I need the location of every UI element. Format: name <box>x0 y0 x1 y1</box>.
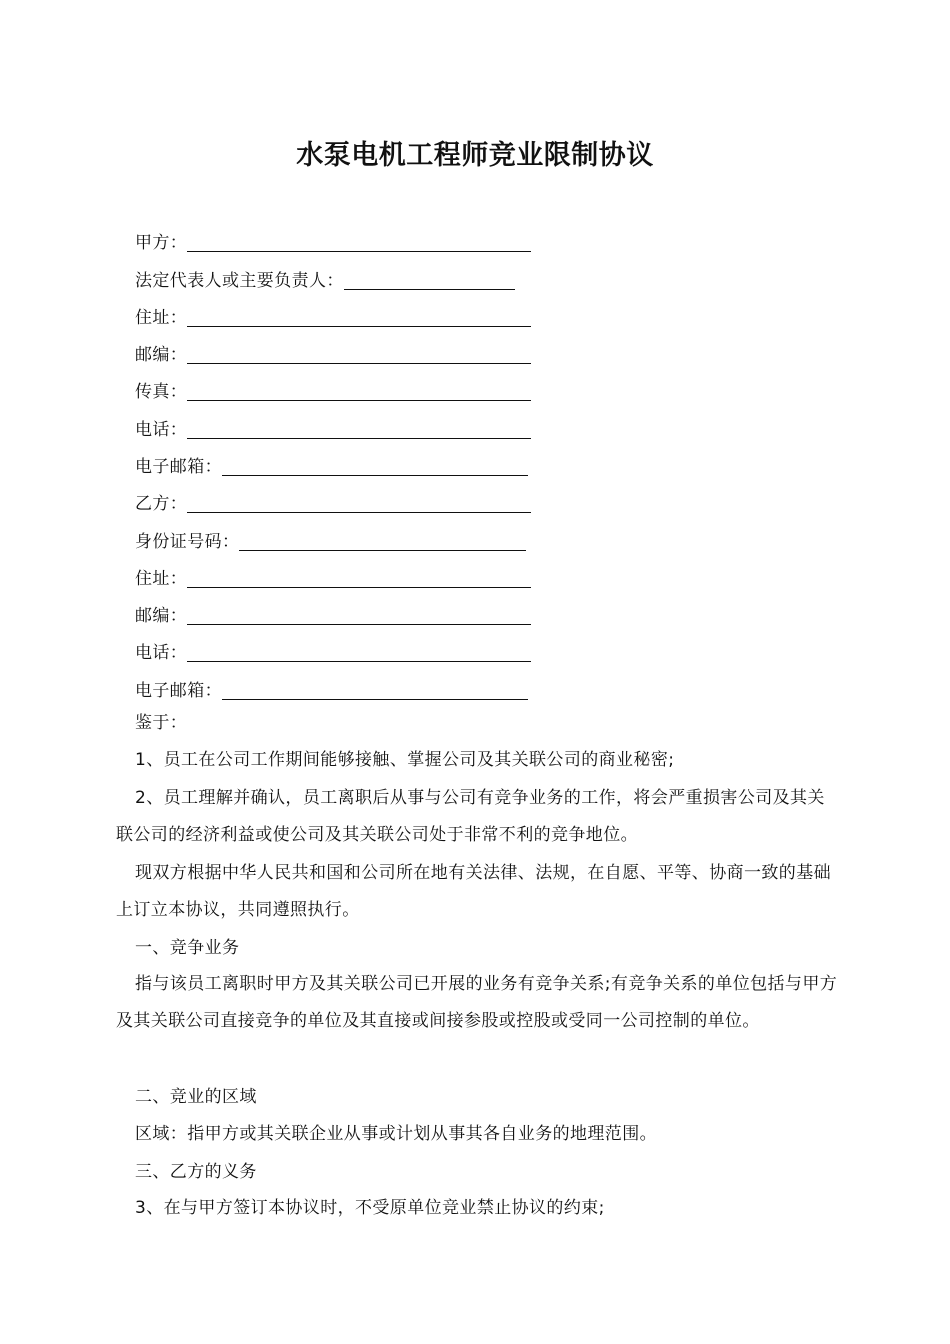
party-b-field <box>135 487 531 515</box>
fill-in-line <box>187 400 531 401</box>
fill-in-line <box>344 289 515 290</box>
field-label: 邮编： <box>135 345 188 365</box>
section-1-body: 指与该员工离职时甲方及其关联公司已开展的业务有竞争关系;有竞争关系的单位包括与甲方及其关联公司直接竞争的单位及其直接或间接参股或控股或受同一公司控制的单位。 <box>116 974 838 1031</box>
section-3-heading: 三、乙方的义务 <box>135 1162 257 1182</box>
field-label: 电话： <box>135 643 188 663</box>
fill-in-line <box>187 624 531 625</box>
section-3-item-3: 3、在与甲方签订本协议时，不受原单位竞业禁止协议的约束; <box>135 1198 605 1218</box>
party-a-email-field <box>135 450 528 478</box>
whereas-heading: 鉴于： <box>135 713 188 733</box>
party-b-id-number-field <box>135 525 526 553</box>
party-b-email-field <box>135 674 528 702</box>
party-a-address-field <box>135 301 531 329</box>
field-label: 传真： <box>135 382 188 402</box>
party-b-postcode-field <box>135 599 531 627</box>
whereas-item-2: 2、员工理解并确认，员工离职后从事与公司有竞争业务的工作，将会严重损害公司及其关联公司的经济利益或使公司及其关联公司处于非常不利的竞争地位。 <box>116 788 825 845</box>
fill-in-line <box>187 363 531 364</box>
field-label: 法定代表人或主要负责人： <box>135 271 344 291</box>
fill-in-line <box>239 550 526 551</box>
field-label: 电子邮箱： <box>135 681 222 701</box>
section-2-body: 区域：指甲方或其关联企业从事或计划从事其各自业务的地理范围。 <box>135 1124 657 1144</box>
section-2-heading: 二、竞业的区域 <box>135 1087 257 1107</box>
fill-in-line <box>187 251 531 252</box>
field-label: 邮编： <box>135 606 188 626</box>
fill-in-line <box>222 475 528 476</box>
field-label: 电子邮箱： <box>135 457 222 477</box>
fill-in-line <box>187 326 531 327</box>
field-label: 住址： <box>135 308 188 328</box>
field-label: 甲方： <box>135 233 188 253</box>
whereas-item-1: 1、员工在公司工作期间能够接触、掌握公司及其关联公司的商业秘密; <box>135 750 675 770</box>
field-label: 乙方： <box>135 494 188 514</box>
party-a-field <box>135 226 531 254</box>
party-a-fax-field <box>135 375 531 403</box>
party-a-phone-field <box>135 413 531 441</box>
fill-in-line <box>187 587 531 588</box>
field-label: 住址： <box>135 569 188 589</box>
fill-in-line <box>187 661 531 662</box>
legal-representative-field <box>135 264 515 292</box>
fill-in-line <box>187 438 531 439</box>
agreement-intro: 现双方根据中华人民共和国和公司所在地有关法律、法规，在自愿、平等、协商一致的基础上订立本协议，共同遵照执行。 <box>116 863 831 920</box>
field-label: 电话： <box>135 420 188 440</box>
fill-in-line <box>187 512 531 513</box>
field-label: 身份证号码： <box>135 532 240 552</box>
section-1-heading: 一、竞争业务 <box>135 938 240 958</box>
party-b-phone-field <box>135 636 531 664</box>
party-a-postcode-field <box>135 338 531 366</box>
document-title: 水泵电机工程师竞业限制协议 <box>296 140 654 171</box>
fill-in-line <box>222 699 528 700</box>
party-b-address-field <box>135 562 531 590</box>
